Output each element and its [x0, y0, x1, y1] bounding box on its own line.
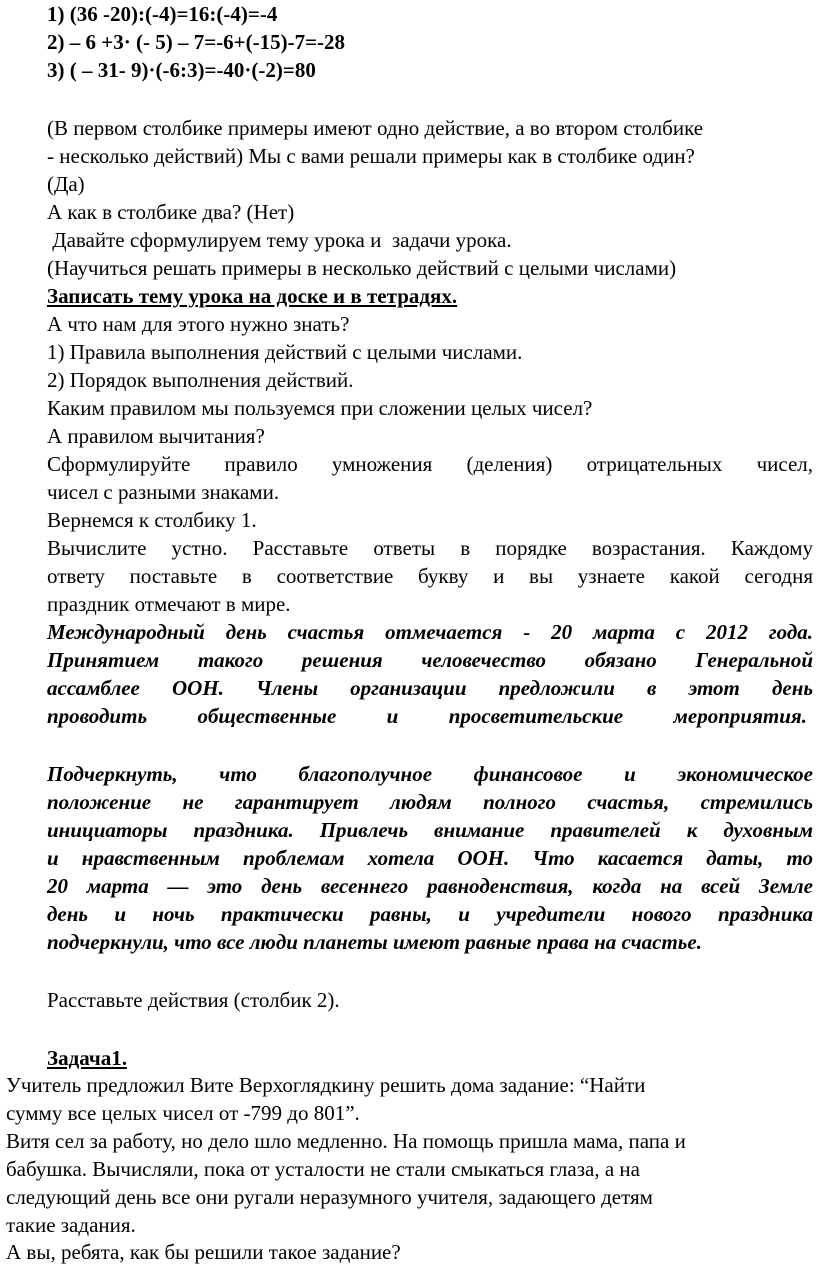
dialog-line: Вернемся к столбику 1. [47, 508, 257, 532]
task-line: сумму все целых чисел от -799 до 801”. [6, 1101, 360, 1125]
un-paragraph-line: инициаторы праздника. Привлечь внимание правителей к духовным [47, 818, 813, 842]
happiness-day-line: проводить общественные и просветительские мероприятия. [47, 704, 807, 728]
un-paragraph-line: день и ночь практически равны, и учредители нового праздника [47, 902, 813, 926]
arrange-instruction: Расставьте действия (столбик 2). [47, 988, 340, 1012]
happiness-day-line: Принятием такого решения человечество обязано Генеральной [47, 648, 813, 672]
dialog-line: чисел с разными знаками. [47, 480, 280, 504]
task-line: Учитель предложил Вите Верхоглядкину решить дома задание: “Найти [6, 1073, 646, 1097]
example-1: 1) (36 -20):(-4)=16:(-4)=-4 [47, 2, 278, 26]
dialog-line: Давайте сформулируем тему урока и задачи урока. [47, 228, 512, 252]
dialog-line: праздник отмечают в мире. [47, 592, 291, 616]
dialog-line: А что нам для этого нужно знать? [47, 312, 350, 336]
dialog-line: (Научиться решать примеры в несколько действий с целыми числами) [47, 256, 677, 280]
un-paragraph-line: 20 марта — это день весеннего равноденствия, когда на всей Земле [47, 874, 813, 898]
dialog-line: Сформулируйте правило умножения (деления) отрицательных чисел, [47, 452, 813, 476]
board-instruction: Записать тему урока на доске и в тетрадях. [47, 284, 458, 308]
un-paragraph-line: положение не гарантирует людям полного счастья, стремились [47, 790, 813, 814]
task-line: следующий день все они ругали неразумного учителя, задающего детям [6, 1185, 653, 1209]
dialog-line: Каким правилом мы пользуемся при сложении целых чисел? [47, 396, 593, 420]
dialog-line: (Да) [47, 172, 85, 196]
example-3: 3) ( – 31- 9)·(-6:3)=-40·(-2)=80 [47, 58, 316, 82]
dialog-line: (В первом столбике примеры имеют одно действие, а во втором столбике [47, 116, 704, 140]
un-paragraph-line: Подчеркнуть, что благополучное финансовое и экономическое [47, 762, 813, 786]
task-line: Витя сел за работу, но дело шло медленно. На помощь пришла мама, папа и [6, 1129, 686, 1153]
happiness-day-line: ассамблее ООН. Члены организации предложили в этот день [47, 676, 813, 700]
task-heading: Задача1. [47, 1046, 127, 1070]
dialog-line: А как в столбике два? (Нет) [47, 200, 295, 224]
task-line: такие задания. [6, 1213, 136, 1237]
example-2: 2) – 6 +3· (- 5) – 7=-6+(-15)-7=-28 [47, 30, 346, 54]
dialog-line: 2) Порядок выполнения действий. [47, 368, 354, 392]
dialog-line: 1) Правила выполнения действий с целыми числами. [47, 340, 523, 364]
un-paragraph-line: и нравственным проблемам хотела ООН. Что касается даты, то [47, 846, 813, 870]
dialog-line: ответу поставьте в соответствие букву и вы узнаете какой сегодня [47, 564, 813, 588]
dialog-line: - несколько действий) Мы с вами решали примеры как в столбике один? [47, 144, 695, 168]
task-line: А вы, ребята, как бы решили такое задание? [6, 1240, 401, 1264]
un-paragraph-line: подчеркнули, что все люди планеты имеют равные права на счастье. [47, 930, 702, 954]
happiness-day-line: Международный день счастья отмечается - 20 марта с 2012 года. [47, 620, 813, 644]
task-line: бабушка. Вычисляли, пока от усталости не стали смыкаться глаза, а на [6, 1157, 640, 1181]
dialog-line: Вычислите устно. Расставьте ответы в порядке возрастания. Каждому [47, 536, 813, 560]
dialog-line: А правилом вычитания? [47, 424, 265, 448]
